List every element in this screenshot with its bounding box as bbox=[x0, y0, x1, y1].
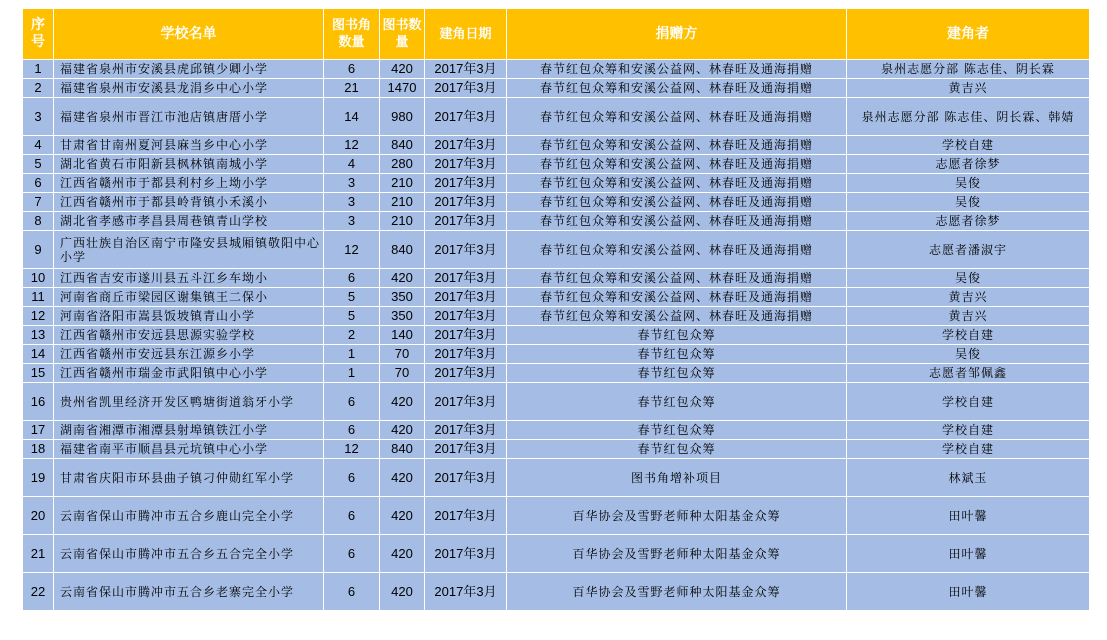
cell-builder: 学校自建 bbox=[847, 136, 1090, 155]
cell-donor: 春节红包众筹 bbox=[507, 440, 847, 459]
cell-date: 2017年3月 bbox=[425, 79, 507, 98]
cell-index: 21 bbox=[23, 535, 54, 573]
cell-corners: 1 bbox=[324, 364, 380, 383]
cell-donor: 春节红包众筹和安溪公益网、林春旺及通海捐赠 bbox=[507, 155, 847, 174]
cell-date: 2017年3月 bbox=[425, 326, 507, 345]
cell-donor: 图书角增补项目 bbox=[507, 459, 847, 497]
cell-date: 2017年3月 bbox=[425, 231, 507, 269]
cell-books: 420 bbox=[380, 421, 425, 440]
cell-corners: 6 bbox=[324, 573, 380, 611]
cell-builder: 黄吉兴 bbox=[847, 288, 1090, 307]
cell-school: 河南省商丘市梁园区谢集镇王二保小 bbox=[54, 288, 324, 307]
cell-builder: 黄吉兴 bbox=[847, 307, 1090, 326]
table-body bbox=[23, 60, 1090, 611]
cell-corners: 3 bbox=[324, 212, 380, 231]
cell-books: 140 bbox=[380, 326, 425, 345]
cell-index: 11 bbox=[23, 288, 54, 307]
cell-builder: 学校自建 bbox=[847, 383, 1090, 421]
header-books: 图书数量 bbox=[380, 9, 425, 60]
table-container bbox=[22, 8, 1090, 611]
cell-corners: 6 bbox=[324, 383, 380, 421]
cell-corners: 21 bbox=[324, 79, 380, 98]
cell-books: 350 bbox=[380, 307, 425, 326]
cell-school: 云南省保山市腾冲市五合乡五合完全小学 bbox=[54, 535, 324, 573]
header-index: 序号 bbox=[23, 9, 54, 60]
cell-index: 16 bbox=[23, 383, 54, 421]
table-row bbox=[23, 193, 1090, 212]
cell-date: 2017年3月 bbox=[425, 459, 507, 497]
school-list-table bbox=[22, 8, 1090, 611]
cell-school: 江西省赣州市于都县岭背镇小禾溪小 bbox=[54, 193, 324, 212]
cell-date: 2017年3月 bbox=[425, 497, 507, 535]
table-row bbox=[23, 421, 1090, 440]
cell-date: 2017年3月 bbox=[425, 212, 507, 231]
cell-school: 湖北省黄石市阳新县枫林镇南城小学 bbox=[54, 155, 324, 174]
cell-date: 2017年3月 bbox=[425, 364, 507, 383]
table-row bbox=[23, 60, 1090, 79]
cell-books: 420 bbox=[380, 459, 425, 497]
cell-date: 2017年3月 bbox=[425, 98, 507, 136]
table-row bbox=[23, 212, 1090, 231]
cell-builder: 泉州志愿分部 陈志佳、阴长霖 bbox=[847, 60, 1090, 79]
cell-books: 350 bbox=[380, 288, 425, 307]
cell-date: 2017年3月 bbox=[425, 136, 507, 155]
cell-books: 420 bbox=[380, 269, 425, 288]
cell-school: 贵州省凯里经济开发区鸭塘街道翁牙小学 bbox=[54, 383, 324, 421]
table-row bbox=[23, 459, 1090, 497]
cell-school: 广西壮族自治区南宁市隆安县城厢镇敬阳中心小学 bbox=[54, 231, 324, 269]
cell-donor: 春节红包众筹 bbox=[507, 345, 847, 364]
cell-donor: 春节红包众筹和安溪公益网、林春旺及通海捐赠 bbox=[507, 307, 847, 326]
cell-corners: 12 bbox=[324, 231, 380, 269]
cell-date: 2017年3月 bbox=[425, 193, 507, 212]
table-row bbox=[23, 155, 1090, 174]
table-row bbox=[23, 573, 1090, 611]
cell-school: 湖南省湘潭市湘潭县射埠镇铁江小学 bbox=[54, 421, 324, 440]
cell-school: 江西省赣州市安远县思源实验学校 bbox=[54, 326, 324, 345]
cell-builder: 志愿者邹佩鑫 bbox=[847, 364, 1090, 383]
cell-corners: 1 bbox=[324, 345, 380, 364]
table-row bbox=[23, 383, 1090, 421]
cell-index: 20 bbox=[23, 497, 54, 535]
cell-school: 福建省泉州市安溪县虎邱镇少卿小学 bbox=[54, 60, 324, 79]
cell-corners: 6 bbox=[324, 459, 380, 497]
header-school: 学校名单 bbox=[54, 9, 324, 60]
header-row bbox=[23, 9, 1090, 60]
cell-books: 420 bbox=[380, 573, 425, 611]
cell-date: 2017年3月 bbox=[425, 60, 507, 79]
cell-index: 6 bbox=[23, 174, 54, 193]
header-date: 建角日期 bbox=[425, 9, 507, 60]
cell-donor: 春节红包众筹和安溪公益网、林春旺及通海捐赠 bbox=[507, 174, 847, 193]
table-row bbox=[23, 98, 1090, 136]
cell-corners: 14 bbox=[324, 98, 380, 136]
table-row bbox=[23, 364, 1090, 383]
cell-books: 420 bbox=[380, 60, 425, 79]
cell-builder: 学校自建 bbox=[847, 326, 1090, 345]
cell-school: 江西省吉安市遂川县五斗江乡车坳小 bbox=[54, 269, 324, 288]
cell-books: 1470 bbox=[380, 79, 425, 98]
cell-date: 2017年3月 bbox=[425, 174, 507, 193]
cell-donor: 春节红包众筹和安溪公益网、林春旺及通海捐赠 bbox=[507, 193, 847, 212]
cell-donor: 春节红包众筹和安溪公益网、林春旺及通海捐赠 bbox=[507, 98, 847, 136]
table-row bbox=[23, 231, 1090, 269]
cell-books: 840 bbox=[380, 440, 425, 459]
table-row bbox=[23, 79, 1090, 98]
table-row bbox=[23, 440, 1090, 459]
cell-books: 420 bbox=[380, 535, 425, 573]
cell-corners: 6 bbox=[324, 60, 380, 79]
cell-date: 2017年3月 bbox=[425, 345, 507, 364]
cell-donor: 百华协会及雪野老师种太阳基金众筹 bbox=[507, 535, 847, 573]
cell-corners: 6 bbox=[324, 421, 380, 440]
cell-corners: 3 bbox=[324, 193, 380, 212]
table-row bbox=[23, 269, 1090, 288]
cell-date: 2017年3月 bbox=[425, 288, 507, 307]
cell-index: 9 bbox=[23, 231, 54, 269]
cell-corners: 2 bbox=[324, 326, 380, 345]
cell-donor: 百华协会及雪野老师种太阳基金众筹 bbox=[507, 497, 847, 535]
cell-donor: 春节红包众筹和安溪公益网、林春旺及通海捐赠 bbox=[507, 136, 847, 155]
cell-builder: 吴俊 bbox=[847, 193, 1090, 212]
table-row bbox=[23, 136, 1090, 155]
cell-school: 江西省赣州市安远县东江源乡小学 bbox=[54, 345, 324, 364]
cell-index: 3 bbox=[23, 98, 54, 136]
cell-date: 2017年3月 bbox=[425, 383, 507, 421]
cell-books: 980 bbox=[380, 98, 425, 136]
cell-corners: 6 bbox=[324, 497, 380, 535]
cell-books: 210 bbox=[380, 174, 425, 193]
cell-index: 19 bbox=[23, 459, 54, 497]
cell-books: 280 bbox=[380, 155, 425, 174]
table-row bbox=[23, 535, 1090, 573]
cell-corners: 4 bbox=[324, 155, 380, 174]
cell-builder: 田叶馨 bbox=[847, 573, 1090, 611]
cell-corners: 12 bbox=[324, 440, 380, 459]
cell-index: 14 bbox=[23, 345, 54, 364]
cell-builder: 学校自建 bbox=[847, 440, 1090, 459]
cell-builder: 林斌玉 bbox=[847, 459, 1090, 497]
cell-books: 210 bbox=[380, 212, 425, 231]
cell-school: 福建省泉州市晋江市池店镇唐厝小学 bbox=[54, 98, 324, 136]
cell-builder: 吴俊 bbox=[847, 174, 1090, 193]
cell-corners: 6 bbox=[324, 269, 380, 288]
cell-donor: 百华协会及雪野老师种太阳基金众筹 bbox=[507, 573, 847, 611]
cell-builder: 志愿者潘淑宇 bbox=[847, 231, 1090, 269]
table-row bbox=[23, 326, 1090, 345]
cell-donor: 春节红包众筹和安溪公益网、林春旺及通海捐赠 bbox=[507, 269, 847, 288]
cell-date: 2017年3月 bbox=[425, 440, 507, 459]
cell-corners: 3 bbox=[324, 174, 380, 193]
cell-school: 甘肃省庆阳市环县曲子镇刁仲勋红军小学 bbox=[54, 459, 324, 497]
cell-index: 13 bbox=[23, 326, 54, 345]
cell-donor: 春节红包众筹和安溪公益网、林春旺及通海捐赠 bbox=[507, 212, 847, 231]
header-builder: 建角者 bbox=[847, 9, 1090, 60]
cell-donor: 春节红包众筹 bbox=[507, 383, 847, 421]
cell-builder: 黄吉兴 bbox=[847, 79, 1090, 98]
cell-index: 4 bbox=[23, 136, 54, 155]
cell-school: 云南省保山市腾冲市五合乡鹿山完全小学 bbox=[54, 497, 324, 535]
header-corners: 图书角数量 bbox=[324, 9, 380, 60]
cell-builder: 泉州志愿分部 陈志佳、阴长霖、韩婧 bbox=[847, 98, 1090, 136]
cell-index: 2 bbox=[23, 79, 54, 98]
cell-index: 7 bbox=[23, 193, 54, 212]
cell-index: 8 bbox=[23, 212, 54, 231]
cell-index: 17 bbox=[23, 421, 54, 440]
cell-builder: 志愿者徐梦 bbox=[847, 155, 1090, 174]
cell-index: 15 bbox=[23, 364, 54, 383]
cell-school: 河南省洛阳市嵩县饭坡镇青山小学 bbox=[54, 307, 324, 326]
cell-books: 70 bbox=[380, 364, 425, 383]
cell-school: 江西省赣州市于都县利村乡上坳小学 bbox=[54, 174, 324, 193]
header-donor: 捐赠方 bbox=[507, 9, 847, 60]
cell-builder: 志愿者徐梦 bbox=[847, 212, 1090, 231]
cell-date: 2017年3月 bbox=[425, 535, 507, 573]
cell-donor: 春节红包众筹和安溪公益网、林春旺及通海捐赠 bbox=[507, 60, 847, 79]
cell-books: 70 bbox=[380, 345, 425, 364]
cell-books: 840 bbox=[380, 136, 425, 155]
cell-donor: 春节红包众筹和安溪公益网、林春旺及通海捐赠 bbox=[507, 231, 847, 269]
cell-builder: 吴俊 bbox=[847, 345, 1090, 364]
cell-school: 云南省保山市腾冲市五合乡老寨完全小学 bbox=[54, 573, 324, 611]
cell-corners: 5 bbox=[324, 288, 380, 307]
cell-index: 10 bbox=[23, 269, 54, 288]
cell-corners: 6 bbox=[324, 535, 380, 573]
cell-books: 210 bbox=[380, 193, 425, 212]
cell-corners: 5 bbox=[324, 307, 380, 326]
cell-date: 2017年3月 bbox=[425, 421, 507, 440]
table-row bbox=[23, 345, 1090, 364]
cell-school: 福建省泉州市安溪县龙涓乡中心小学 bbox=[54, 79, 324, 98]
cell-date: 2017年3月 bbox=[425, 307, 507, 326]
cell-builder: 田叶馨 bbox=[847, 497, 1090, 535]
cell-school: 湖北省孝感市孝昌县周巷镇青山学校 bbox=[54, 212, 324, 231]
cell-school: 甘肃省甘南州夏河县麻当乡中心小学 bbox=[54, 136, 324, 155]
cell-date: 2017年3月 bbox=[425, 573, 507, 611]
cell-donor: 春节红包众筹 bbox=[507, 421, 847, 440]
cell-donor: 春节红包众筹和安溪公益网、林春旺及通海捐赠 bbox=[507, 288, 847, 307]
cell-donor: 春节红包众筹和安溪公益网、林春旺及通海捐赠 bbox=[507, 79, 847, 98]
cell-school: 福建省南平市顺昌县元坑镇中心小学 bbox=[54, 440, 324, 459]
cell-index: 12 bbox=[23, 307, 54, 326]
cell-index: 22 bbox=[23, 573, 54, 611]
cell-index: 1 bbox=[23, 60, 54, 79]
cell-index: 5 bbox=[23, 155, 54, 174]
cell-date: 2017年3月 bbox=[425, 155, 507, 174]
table-row bbox=[23, 497, 1090, 535]
cell-donor: 春节红包众筹 bbox=[507, 364, 847, 383]
cell-builder: 田叶馨 bbox=[847, 535, 1090, 573]
cell-builder: 吴俊 bbox=[847, 269, 1090, 288]
cell-corners: 12 bbox=[324, 136, 380, 155]
cell-books: 420 bbox=[380, 497, 425, 535]
table-row bbox=[23, 288, 1090, 307]
cell-books: 840 bbox=[380, 231, 425, 269]
table-row bbox=[23, 174, 1090, 193]
cell-donor: 春节红包众筹 bbox=[507, 326, 847, 345]
cell-books: 420 bbox=[380, 383, 425, 421]
cell-index: 18 bbox=[23, 440, 54, 459]
cell-school: 江西省赣州市瑞金市武阳镇中心小学 bbox=[54, 364, 324, 383]
cell-date: 2017年3月 bbox=[425, 269, 507, 288]
table-row bbox=[23, 307, 1090, 326]
cell-builder: 学校自建 bbox=[847, 421, 1090, 440]
